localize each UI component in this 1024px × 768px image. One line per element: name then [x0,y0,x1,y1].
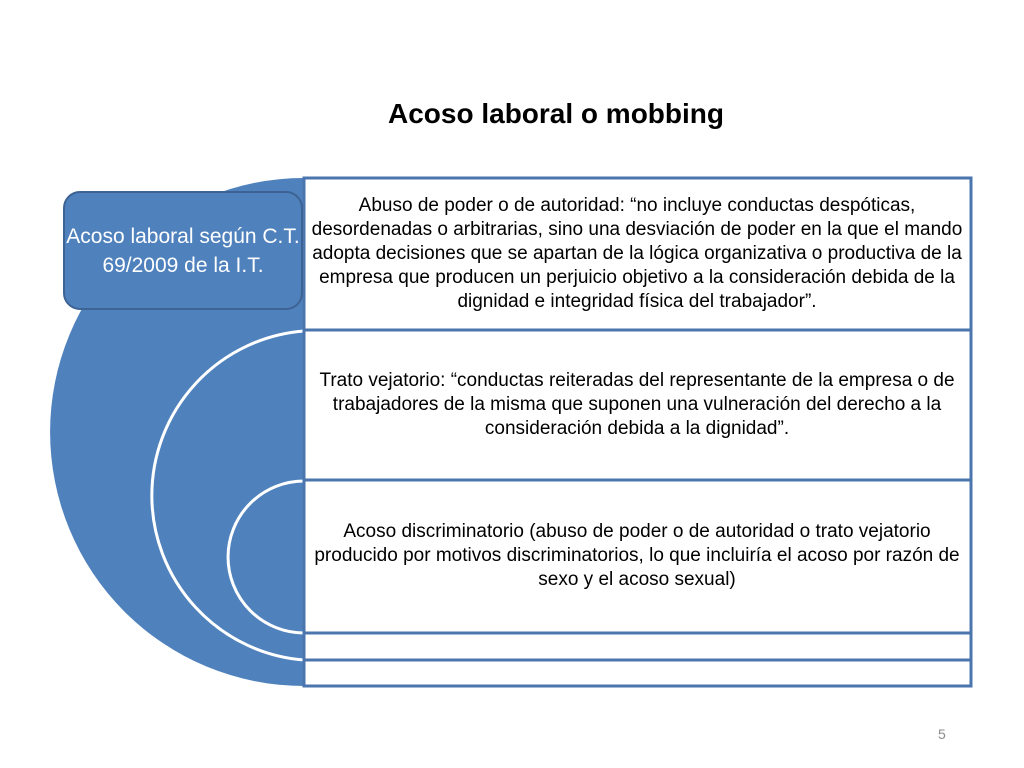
page-number: 5 [938,726,946,742]
diagram-label: Acoso laboral según C.T. 69/2009 de la I.T. [66,224,300,277]
slide-title: Acoso laboral o mobbing [387,98,724,129]
strip-2-frame [304,660,971,686]
strip-1-frame [304,633,971,660]
item-acoso-discriminatorio: Acoso discriminatorio (abuso de poder o de autoridad o trato vejatorio producido por motivos discriminatorios, lo que incluiría el acoso por razón de sexo y el acoso sexual) [314,521,960,590]
item-abuso-de-poder: Abuso de poder o de autoridad: “no incluye conductas despóticas, desordenadas o arbitrarias, sino una desviación de poder en la que el mando adopta decisiones que se apartan de la lógica organizativa o productiva de la empresa que producen un perjuicio objetivo a la consideración debida de la dignidad e integridad física del trabajador”. [311,195,963,312]
item-trato-vejatorio: Trato vejatorio: “conductas reiteradas del representante de la empresa o de trabajadores de la misma que suponen una vulneración del derecho a la consideración debida a la dignidad”. [319,370,955,439]
